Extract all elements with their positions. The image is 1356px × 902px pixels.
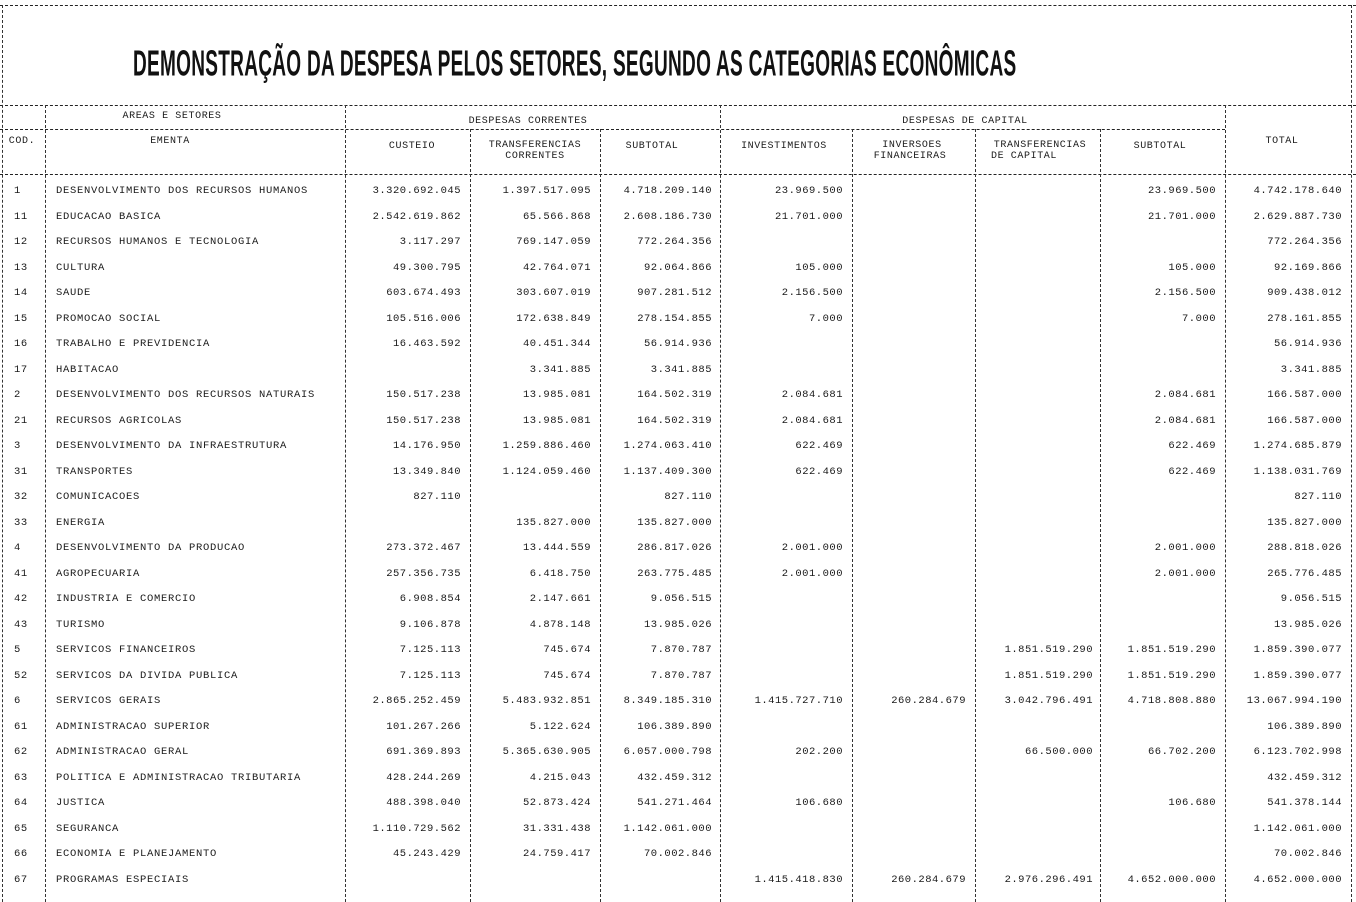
table-row	[0, 491, 1356, 505]
cell-total: 2.629.887.730	[1253, 210, 1342, 223]
row-ementa: EDUCACAO BASICA	[56, 210, 162, 223]
header-mid-rule	[0, 129, 1225, 130]
cell-transferencias-correntes: 5.483.932.851	[502, 695, 591, 707]
cell-transferencias-correntes: 4.878.148	[529, 618, 591, 631]
cell-total: 278.161.855	[1267, 312, 1342, 325]
page-title: DEMONSTRAÇÃO DA DESPESA PELOS SETORES, SEGUNDO AS CATEGORIAS ECONÔMICAS	[133, 44, 1017, 84]
cell-custeio: 13.349.840	[392, 465, 461, 478]
cell-transferencias-correntes: 135.827.000	[516, 516, 591, 529]
cell-custeio: 691.369.893	[386, 746, 461, 758]
table-row	[0, 823, 1356, 837]
row-ementa: JUSTICA	[56, 797, 106, 809]
cell-subtotal-correntes: 541.271.464	[637, 797, 712, 809]
cell-subtotal-correntes: 8.349.185.310	[623, 695, 712, 707]
row-ementa: HABITACAO	[56, 363, 120, 376]
cell-transferencias-correntes: 172.638.849	[516, 312, 591, 325]
row-ementa: TRANSPORTES	[56, 465, 134, 478]
cell-investimentos: 622.469	[795, 465, 843, 478]
row-cod: 12	[14, 236, 28, 248]
cell-transferencias-capital: 1.851.519.290	[1004, 669, 1093, 682]
cell-total: 106.389.890	[1267, 720, 1342, 733]
cell-custeio: 16.463.592	[392, 338, 461, 350]
cell-subtotal-correntes: 56.914.936	[643, 338, 712, 350]
header-subtotal-capital: SUBTOTAL	[1133, 141, 1187, 152]
row-cod: 15	[14, 312, 28, 325]
header-cod: COD.	[8, 136, 36, 147]
cell-total: 1.859.390.077	[1253, 669, 1342, 682]
header-transf-correntes-2: CORRENTES	[505, 151, 565, 162]
cell-subtotal-correntes: 4.718.209.140	[623, 185, 712, 197]
cell-investimentos: 202.200	[795, 746, 843, 758]
row-ementa: ECONOMIA E PLANEJAMENTO	[56, 848, 218, 860]
cell-custeio: 45.243.429	[392, 848, 461, 860]
table-row	[0, 874, 1356, 888]
row-cod: 16	[14, 338, 28, 350]
row-ementa: TURISMO	[56, 618, 106, 631]
cell-transferencias-capital: 2.976.296.491	[1004, 873, 1093, 886]
row-cod: 4	[14, 542, 21, 554]
table-row	[0, 313, 1356, 327]
cell-transferencias-correntes: 13.985.081	[522, 414, 591, 427]
cell-subtotal-correntes: 164.502.319	[637, 389, 712, 401]
cell-investimentos: 23.969.500	[774, 185, 843, 197]
header-transf-correntes: TRANSFERENCIAS	[488, 140, 582, 151]
cell-total: 13.985.026	[1273, 618, 1342, 631]
cell-investimentos: 2.001.000	[781, 542, 843, 554]
column-separator	[720, 105, 721, 902]
column-separator	[1100, 129, 1101, 902]
header-ementa: EMENTA	[150, 136, 190, 147]
cell-investimentos: 21.701.000	[774, 210, 843, 223]
cell-transferencias-correntes: 6.418.750	[529, 567, 591, 580]
cell-transferencias-correntes: 52.873.424	[522, 797, 591, 809]
row-cod: 1	[14, 185, 21, 197]
row-cod: 65	[14, 822, 28, 835]
table-row	[0, 364, 1356, 378]
row-ementa: INDUSTRIA E COMERCIO	[56, 593, 197, 605]
cell-transferencias-correntes: 303.607.019	[516, 287, 591, 299]
cell-total: 1.859.390.077	[1253, 644, 1342, 656]
cell-subtotal-capital: 1.851.519.290	[1127, 669, 1216, 682]
cell-investimentos: 622.469	[795, 440, 843, 452]
cell-transferencias-correntes: 4.215.043	[529, 771, 591, 784]
cell-custeio: 49.300.795	[392, 261, 461, 274]
row-cod: 61	[14, 720, 28, 733]
table-row	[0, 466, 1356, 480]
row-ementa: SERVICOS DA DIVIDA PUBLICA	[56, 669, 239, 682]
column-separator	[45, 105, 46, 902]
cell-subtotal-correntes: 7.870.787	[650, 669, 712, 682]
header-total: TOTAL	[1265, 136, 1299, 147]
row-cod: 64	[14, 797, 28, 809]
table-row	[0, 695, 1356, 709]
cell-subtotal-capital: 4.718.808.880	[1127, 695, 1216, 707]
table-row	[0, 619, 1356, 633]
column-separator	[1225, 105, 1226, 902]
cell-transferencias-capital: 3.042.796.491	[1004, 695, 1093, 707]
cell-total: 827.110	[1294, 491, 1342, 503]
cell-subtotal-correntes: 432.459.312	[637, 771, 712, 784]
cell-custeio: 273.372.467	[386, 542, 461, 554]
cell-total: 432.459.312	[1267, 771, 1342, 784]
cell-custeio: 9.106.878	[399, 618, 461, 631]
cell-total: 70.002.846	[1273, 848, 1342, 860]
row-cod: 62	[14, 746, 28, 758]
row-cod: 21	[14, 414, 28, 427]
row-ementa: CULTURA	[56, 261, 106, 274]
row-cod: 17	[14, 363, 28, 376]
table-row	[0, 262, 1356, 276]
cell-total: 4.742.178.640	[1253, 185, 1342, 197]
cell-subtotal-capital: 2.001.000	[1154, 542, 1216, 554]
header-bottom-rule	[0, 174, 1356, 175]
cell-subtotal-correntes: 772.264.356	[637, 236, 712, 248]
header-inversoes-2: FINANCEIRAS	[873, 151, 947, 162]
cell-subtotal-correntes: 164.502.319	[637, 414, 712, 427]
cell-total: 13.067.994.190	[1246, 695, 1342, 707]
cell-total: 92.169.866	[1273, 261, 1342, 274]
table-row	[0, 772, 1356, 786]
cell-subtotal-correntes: 70.002.846	[643, 848, 712, 860]
table-row	[0, 236, 1356, 250]
header-investimentos: INVESTIMENTOS	[741, 141, 827, 152]
table-row	[0, 644, 1356, 658]
header-transf-capital: TRANSFERENCIAS	[993, 140, 1087, 151]
row-cod: 66	[14, 848, 28, 860]
cell-custeio: 3.320.692.045	[372, 185, 461, 197]
cell-transferencias-correntes: 3.341.885	[529, 363, 591, 376]
row-cod: 52	[14, 669, 28, 682]
row-ementa: TRABALHO E PREVIDENCIA	[56, 338, 211, 350]
row-ementa: SERVICOS GERAIS	[56, 695, 162, 707]
column-separator	[975, 129, 976, 902]
cell-total: 265.776.485	[1267, 567, 1342, 580]
cell-investimentos: 2.084.681	[781, 389, 843, 401]
cell-total: 772.264.356	[1267, 236, 1342, 248]
row-ementa: SERVICOS FINANCEIROS	[56, 644, 197, 656]
cell-subtotal-capital: 2.156.500	[1154, 287, 1216, 299]
row-ementa: DESENVOLVIMENTO DOS RECURSOS HUMANOS	[56, 185, 309, 197]
cell-custeio: 7.125.113	[399, 644, 461, 656]
cell-custeio: 257.356.735	[386, 567, 461, 580]
row-ementa: COMUNICACOES	[56, 491, 141, 503]
row-ementa: RECURSOS AGRICOLAS	[56, 414, 183, 427]
header-transf-capital-2: DE CAPITAL	[990, 151, 1058, 162]
cell-subtotal-capital: 4.652.000.000	[1127, 873, 1216, 886]
table-row	[0, 848, 1356, 862]
cell-transferencias-capital: 1.851.519.290	[1004, 644, 1093, 656]
cell-custeio: 488.398.040	[386, 797, 461, 809]
table-row	[0, 287, 1356, 301]
cell-total: 3.341.885	[1280, 363, 1342, 376]
cell-custeio: 101.267.266	[386, 720, 461, 733]
table-row	[0, 670, 1356, 684]
cell-custeio: 603.674.493	[386, 287, 461, 299]
row-ementa: ADMINISTRACAO GERAL	[56, 746, 190, 758]
cell-custeio: 3.117.297	[399, 236, 461, 248]
cell-subtotal-capital: 106.680	[1168, 797, 1216, 809]
table-row	[0, 746, 1356, 760]
row-cod: 3	[14, 440, 21, 452]
cell-transferencias-correntes: 13.444.559	[522, 542, 591, 554]
cell-subtotal-capital: 622.469	[1168, 465, 1216, 478]
cell-total: 9.056.515	[1280, 593, 1342, 605]
row-cod: 32	[14, 491, 28, 503]
cell-subtotal-capital: 23.969.500	[1147, 185, 1216, 197]
header-despesas-correntes: DESPESAS CORRENTES	[468, 116, 588, 127]
table-row	[0, 440, 1356, 454]
cell-custeio: 827.110	[413, 491, 461, 503]
row-cod: 6	[14, 695, 21, 707]
cell-subtotal-capital: 622.469	[1168, 440, 1216, 452]
cell-inversoes-financeiras: 260.284.679	[891, 873, 966, 886]
cell-transferencias-correntes: 13.985.081	[522, 389, 591, 401]
cell-custeio: 7.125.113	[399, 669, 461, 682]
cell-investimentos: 1.415.727.710	[754, 695, 843, 707]
cell-subtotal-capital: 21.701.000	[1147, 210, 1216, 223]
cell-subtotal-correntes: 135.827.000	[637, 516, 712, 529]
row-ementa: AGROPECUARIA	[56, 567, 141, 580]
header-custeio: CUSTEIO	[388, 141, 436, 152]
cell-subtotal-correntes: 106.389.890	[637, 720, 712, 733]
row-ementa: DESENVOLVIMENTO DA PRODUCAO	[56, 542, 246, 554]
cell-transferencias-correntes: 24.759.417	[522, 848, 591, 860]
cell-investimentos: 7.000	[808, 312, 843, 325]
table-row	[0, 211, 1356, 225]
cell-total: 166.587.000	[1267, 389, 1342, 401]
cell-total: 166.587.000	[1267, 414, 1342, 427]
row-cod: 31	[14, 465, 28, 478]
row-ementa: PROMOCAO SOCIAL	[56, 312, 162, 325]
row-ementa: DESENVOLVIMENTO DA INFRAESTRUTURA	[56, 440, 288, 452]
cell-custeio: 2.865.252.459	[372, 695, 461, 707]
header-subtotal-correntes: SUBTOTAL	[625, 141, 679, 152]
cell-subtotal-capital: 7.000	[1181, 312, 1216, 325]
row-ementa: ADMINISTRACAO SUPERIOR	[56, 720, 211, 733]
cell-subtotal-correntes: 6.057.000.798	[623, 746, 712, 758]
cell-subtotal-capital: 1.851.519.290	[1127, 644, 1216, 656]
cell-transferencias-correntes: 1.259.886.460	[502, 440, 591, 452]
cell-subtotal-correntes: 827.110	[664, 491, 712, 503]
row-cod: 67	[14, 873, 28, 886]
row-cod: 33	[14, 516, 28, 529]
cell-total: 909.438.012	[1267, 287, 1342, 299]
cell-total: 1.142.061.000	[1253, 822, 1342, 835]
header-inversoes: INVERSOES	[882, 140, 942, 151]
cell-subtotal-capital: 2.084.681	[1154, 389, 1216, 401]
cell-custeio: 2.542.619.862	[372, 210, 461, 223]
table-row	[0, 185, 1356, 199]
cell-custeio: 428.244.269	[386, 771, 461, 784]
cell-transferencias-correntes: 31.331.438	[522, 822, 591, 835]
cell-transferencias-correntes: 1.397.517.095	[502, 185, 591, 197]
cell-subtotal-correntes: 2.608.186.730	[623, 210, 712, 223]
cell-investimentos: 2.156.500	[781, 287, 843, 299]
table-row	[0, 593, 1356, 607]
cell-total: 1.274.685.879	[1253, 440, 1342, 452]
cell-transferencias-correntes: 40.451.344	[522, 338, 591, 350]
cell-total: 4.652.000.000	[1253, 873, 1342, 886]
column-separator	[852, 129, 853, 902]
cell-custeio: 14.176.950	[392, 440, 461, 452]
cell-investimentos: 106.680	[795, 797, 843, 809]
cell-transferencias-correntes: 5.365.630.905	[502, 746, 591, 758]
cell-transferencias-capital: 66.500.000	[1024, 746, 1093, 758]
row-cod: 13	[14, 261, 28, 274]
row-cod: 2	[14, 389, 21, 401]
cell-total: 541.378.144	[1267, 797, 1342, 809]
cell-subtotal-correntes: 278.154.855	[637, 312, 712, 325]
column-separator	[345, 105, 346, 902]
table-row	[0, 415, 1356, 429]
table-row	[0, 338, 1356, 352]
cell-subtotal-capital: 105.000	[1168, 261, 1216, 274]
table-row	[0, 797, 1356, 811]
row-cod: 14	[14, 287, 28, 299]
row-ementa: SAUDE	[56, 287, 92, 299]
table-row	[0, 389, 1356, 403]
table-row	[0, 568, 1356, 582]
cell-transferencias-correntes: 5.122.624	[529, 720, 591, 733]
row-cod: 43	[14, 618, 28, 631]
row-cod: 63	[14, 771, 28, 784]
row-ementa: RECURSOS HUMANOS E TECNOLOGIA	[56, 236, 260, 248]
row-ementa: POLITICA E ADMINISTRACAO TRIBUTARIA	[56, 771, 302, 784]
row-ementa: DESENVOLVIMENTO DOS RECURSOS NATURAIS	[56, 389, 316, 401]
cell-subtotal-correntes: 1.274.063.410	[623, 440, 712, 452]
cell-subtotal-capital: 2.084.681	[1154, 414, 1216, 427]
table-row	[0, 517, 1356, 531]
cell-subtotal-correntes: 286.817.026	[637, 542, 712, 554]
header-top-rule	[0, 105, 1356, 106]
cell-custeio: 150.517.238	[386, 414, 461, 427]
cell-inversoes-financeiras: 260.284.679	[891, 695, 966, 707]
cell-transferencias-correntes: 42.764.071	[522, 261, 591, 274]
row-ementa: SEGURANCA	[56, 822, 120, 835]
cell-investimentos: 1.415.418.830	[754, 873, 843, 886]
row-ementa: PROGRAMAS ESPECIAIS	[56, 873, 190, 886]
cell-total: 1.138.031.769	[1253, 465, 1342, 478]
cell-investimentos: 105.000	[795, 261, 843, 274]
header-areas: AREAS E SETORES	[122, 111, 222, 122]
cell-transferencias-correntes: 1.124.059.460	[502, 465, 591, 478]
cell-transferencias-correntes: 65.566.868	[522, 210, 591, 223]
cell-subtotal-capital: 2.001.000	[1154, 567, 1216, 580]
cell-subtotal-correntes: 3.341.885	[650, 363, 712, 376]
table-row	[0, 721, 1356, 735]
cell-total: 288.818.026	[1267, 542, 1342, 554]
cell-subtotal-correntes: 1.137.409.300	[623, 465, 712, 478]
cell-transferencias-correntes: 745.674	[543, 669, 591, 682]
cell-custeio: 6.908.854	[399, 593, 461, 605]
column-separator	[600, 129, 601, 902]
cell-subtotal-correntes: 7.870.787	[650, 644, 712, 656]
cell-subtotal-correntes: 1.142.061.000	[623, 822, 712, 835]
row-cod: 42	[14, 593, 28, 605]
cell-subtotal-correntes: 9.056.515	[650, 593, 712, 605]
top-rule	[0, 5, 1356, 6]
cell-subtotal-correntes: 907.281.512	[637, 287, 712, 299]
cell-total: 6.123.702.998	[1253, 746, 1342, 758]
cell-transferencias-correntes: 769.147.059	[516, 236, 591, 248]
cell-investimentos: 2.084.681	[781, 414, 843, 427]
cell-investimentos: 2.001.000	[781, 567, 843, 580]
row-cod: 5	[14, 644, 21, 656]
row-cod: 41	[14, 567, 28, 580]
row-ementa: ENERGIA	[56, 516, 106, 529]
cell-total: 135.827.000	[1267, 516, 1342, 529]
header-despesas-capital: DESPESAS DE CAPITAL	[902, 116, 1028, 127]
cell-subtotal-capital: 66.702.200	[1147, 746, 1216, 758]
cell-custeio: 1.110.729.562	[372, 822, 461, 835]
column-separator	[470, 129, 471, 902]
row-cod: 11	[14, 210, 28, 223]
cell-custeio: 150.517.238	[386, 389, 461, 401]
cell-custeio: 105.516.006	[386, 312, 461, 325]
cell-transferencias-correntes: 745.674	[543, 644, 591, 656]
cell-subtotal-correntes: 263.775.485	[637, 567, 712, 580]
cell-transferencias-correntes: 2.147.661	[529, 593, 591, 605]
cell-subtotal-correntes: 92.064.866	[643, 261, 712, 274]
cell-total: 56.914.936	[1273, 338, 1342, 350]
cell-subtotal-correntes: 13.985.026	[643, 618, 712, 631]
table-row	[0, 542, 1356, 556]
